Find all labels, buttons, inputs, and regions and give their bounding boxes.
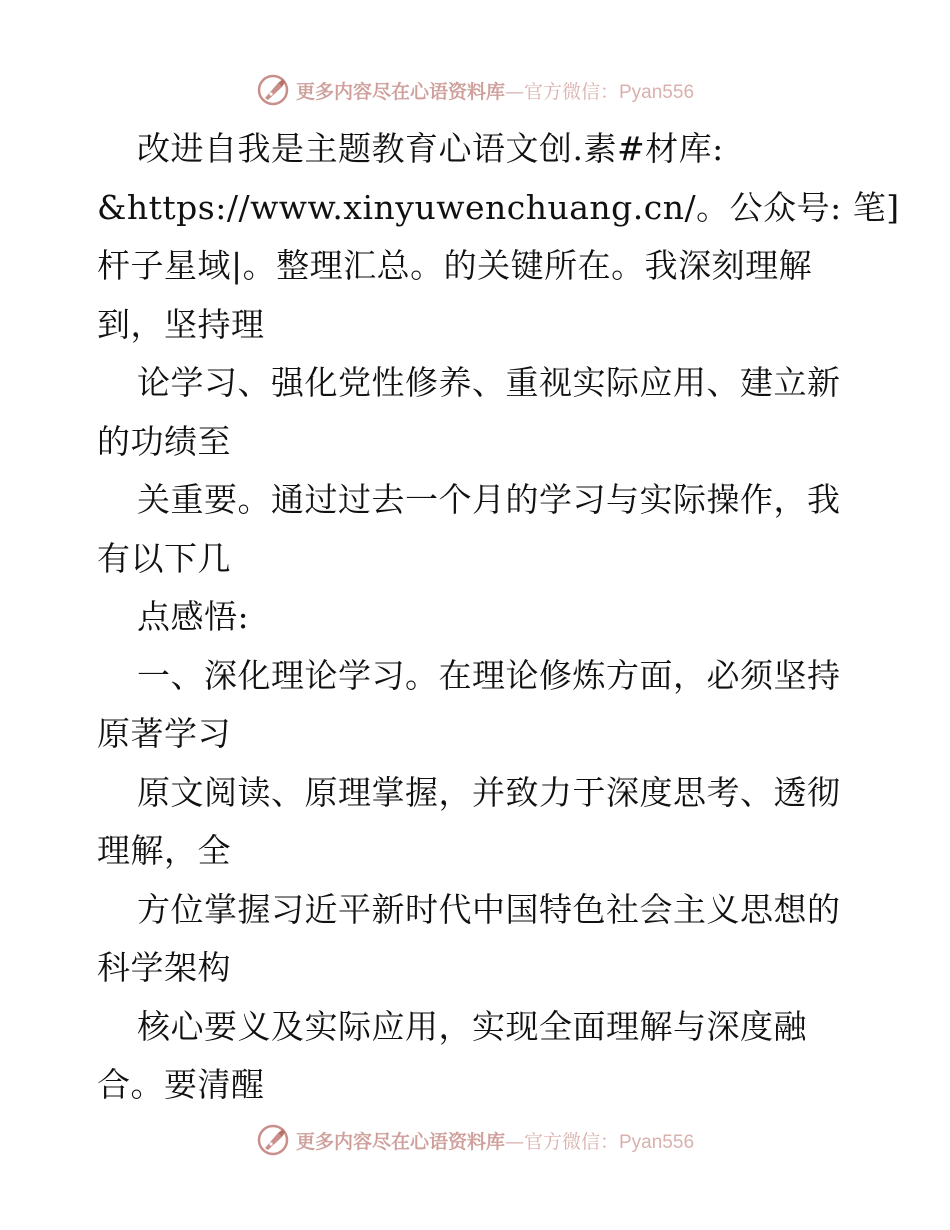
text-line: 方位掌握习近平新时代中国特色社会主义思想的 [137,889,841,929]
text-line: 的功绩至 [97,421,231,461]
text-line: 理解，全 [97,831,231,870]
pen-nib-logo-icon [256,1123,290,1157]
pen-nib-logo-icon [256,73,290,107]
text-line: &https://www.xinyuwenchuang.cn/。公众号: 笔] [97,187,900,227]
text-line: 原著学习 [97,714,231,753]
text-line: 科学架构 [97,948,231,987]
footer-watermark-banner [0,1120,950,1160]
text-line: 原文阅读、原理掌握，并致力于深度思考、透彻 [137,772,841,812]
text-line: 点感悟: [137,597,250,636]
text-line: 有以下几 [97,538,231,578]
text-line: 一、深化理论学习。在理论修炼方面，必须坚持 [137,655,841,695]
text-line: 合。要清醒 [97,1065,265,1104]
text-line: 核心要义及实际应用，实现全面理解与深度融 [137,1006,807,1046]
watermark-text: 更多内容尽在心语资料库—官方微信：Pyan556 [295,80,695,103]
header-watermark-banner [0,70,950,110]
text-line: 到，坚持理 [97,304,265,344]
text-line: 杆子星域|。整理汇总。的关键所在。我深刻理解 [97,246,813,285]
text-line: 论学习、强化党性修养、重视实际应用、建立新 [137,363,841,402]
document-body [97,120,900,1115]
watermark-text: 更多内容尽在心语资料库—官方微信：Pyan556 [295,1130,695,1153]
text-line: 改进自我是主题教育心语文创.素#材库: [137,129,724,168]
text-line: 关重要。通过过去一个月的学习与实际操作，我 [137,480,841,519]
